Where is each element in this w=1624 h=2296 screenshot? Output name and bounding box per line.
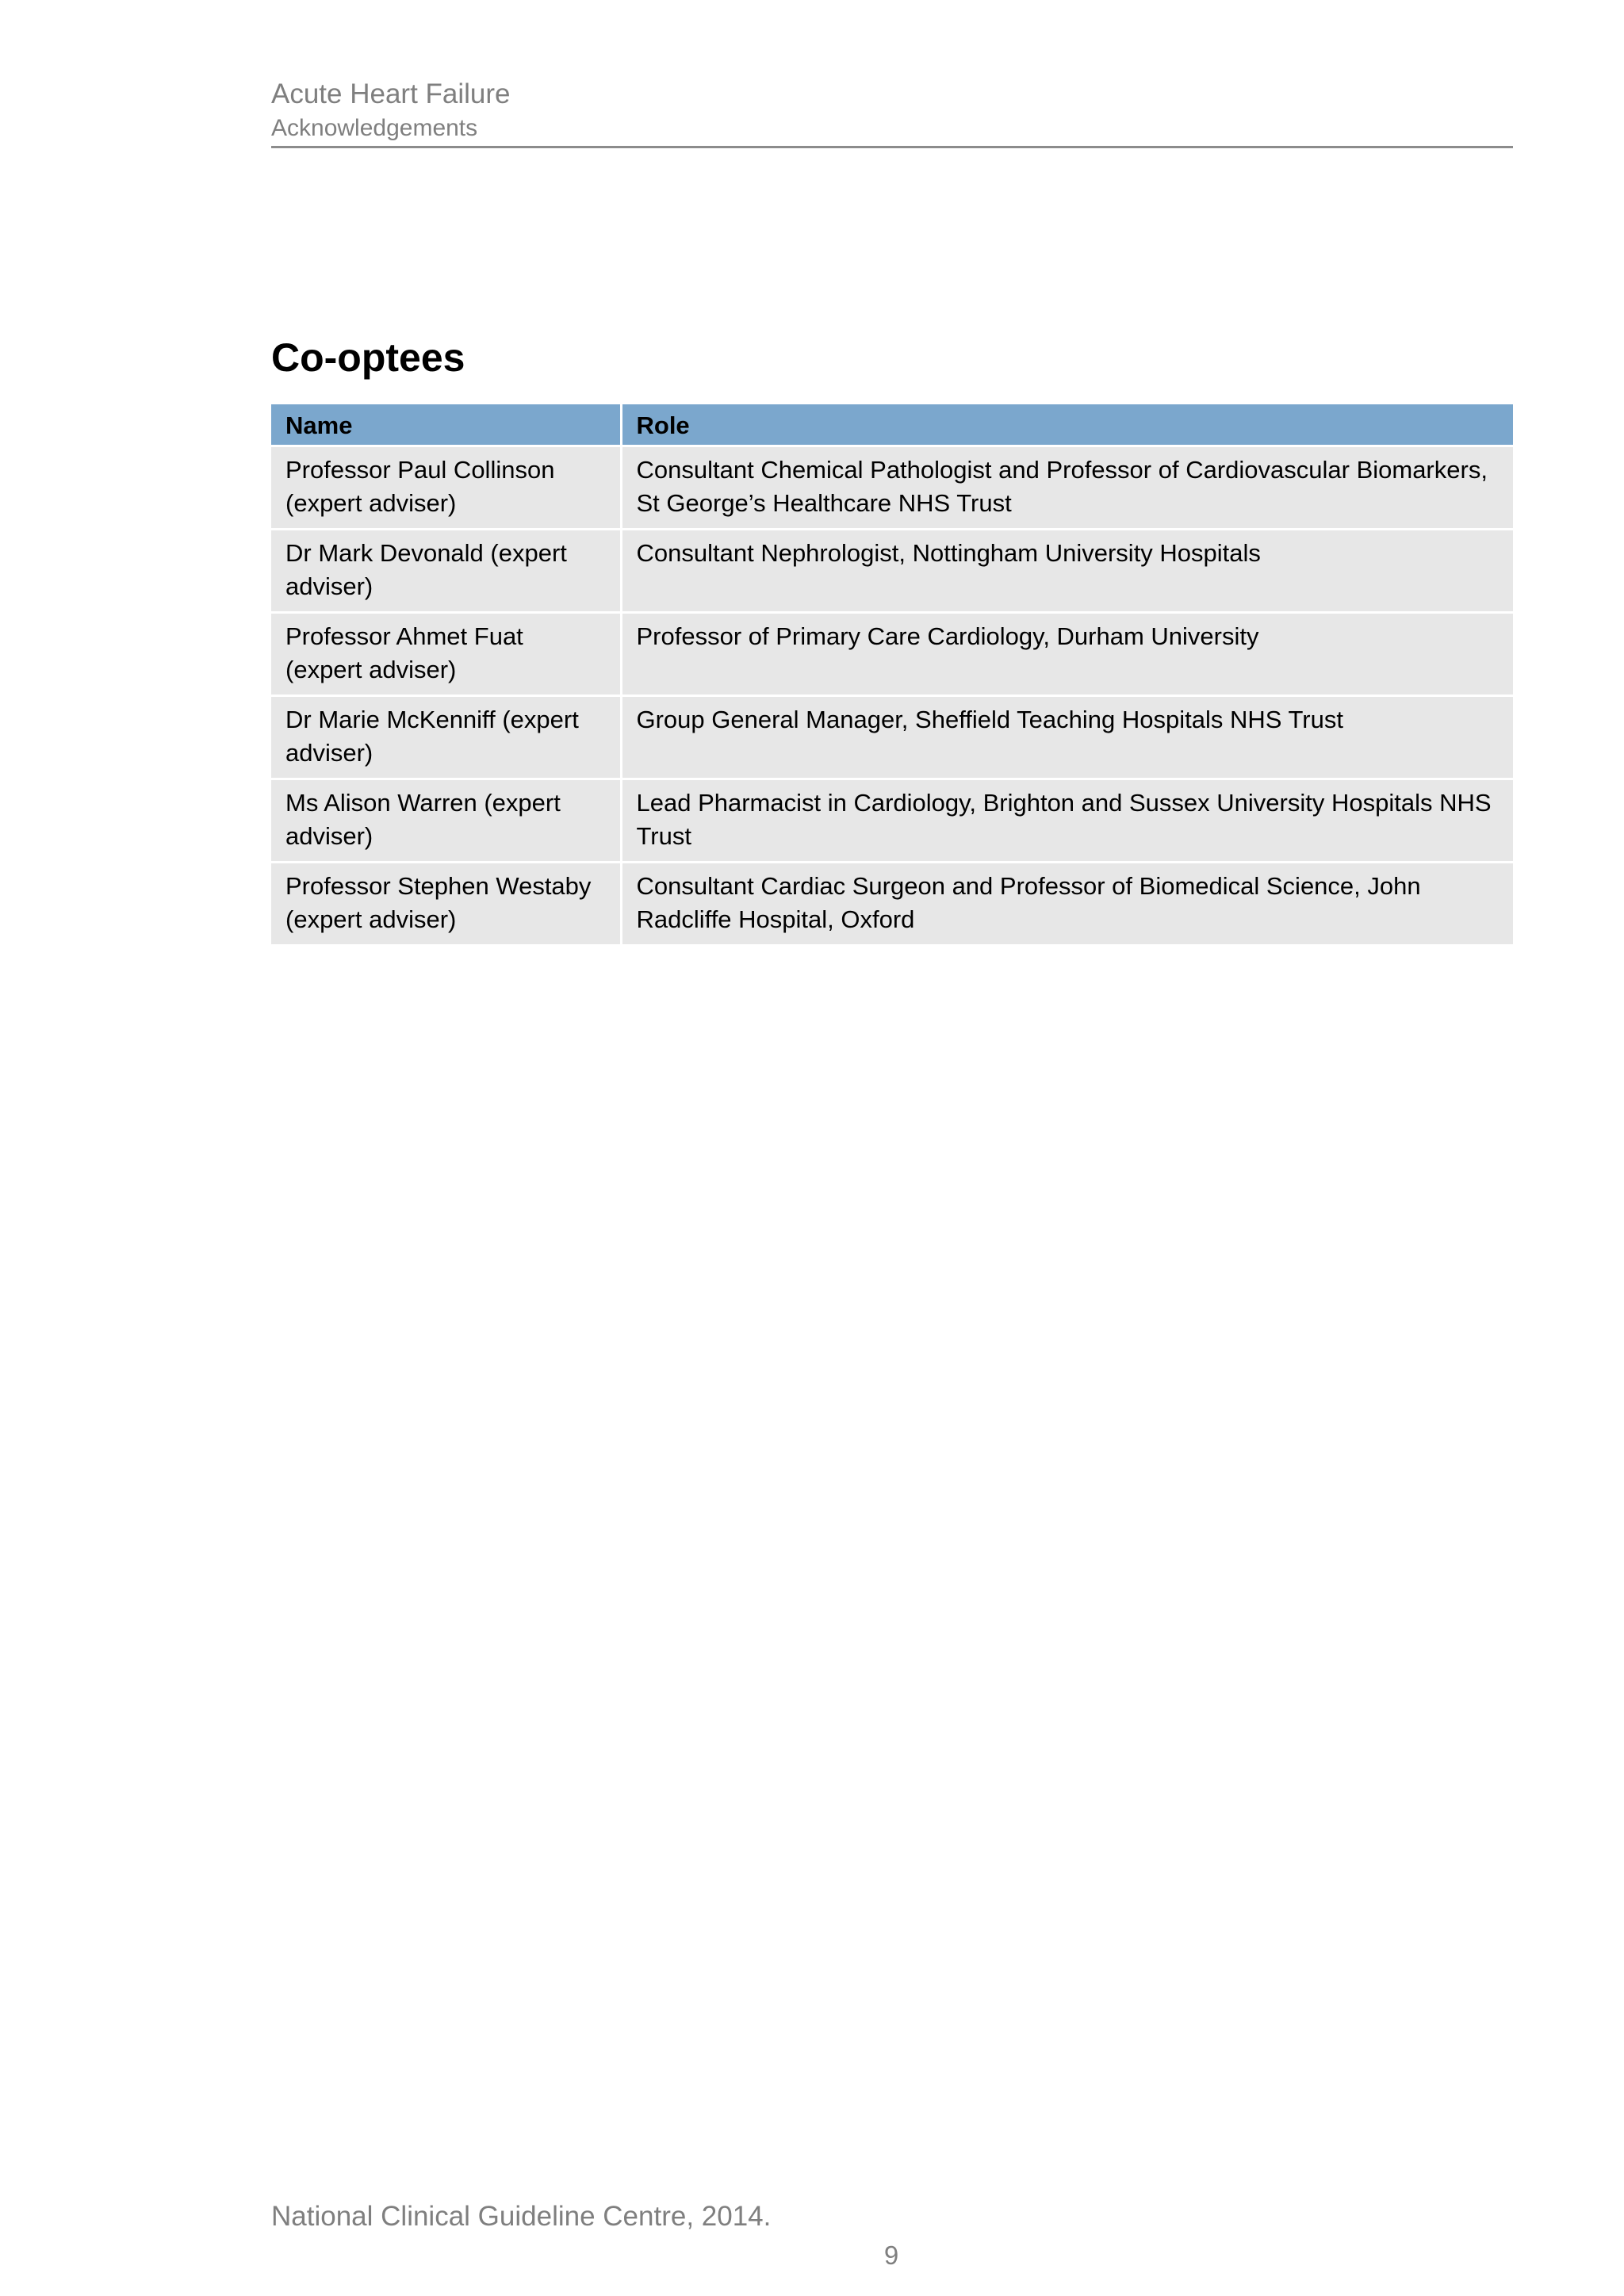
cell-role: Group General Manager, Sheffield Teaching Hospitals NHS Trust (621, 695, 1513, 779)
cell-name: Professor Ahmet Fuat (expert adviser) (271, 612, 621, 695)
section-name: Acknowledgements (271, 115, 478, 141)
table-header-row (271, 404, 1513, 446)
cell-role: Consultant Cardiac Surgeon and Professor of Biomedical Science, John Radcliffe Hospital, Oxford (621, 862, 1513, 944)
cell-role: Consultant Chemical Pathologist and Professor of Cardiovascular Biomarkers, St George’s Healthcare NHS Trust (621, 446, 1513, 529)
cooptees-table (271, 404, 1513, 944)
table-row (271, 529, 1513, 612)
column-header-role: Role (621, 404, 1513, 446)
table-row (271, 862, 1513, 944)
running-header (271, 76, 1513, 144)
section-heading: Co-optees (271, 335, 465, 380)
page-number: 9 (883, 2241, 899, 2270)
cell-role: Consultant Nephrologist, Nottingham University Hospitals (621, 529, 1513, 612)
column-header-name: Name (271, 404, 621, 446)
cell-name: Professor Stephen Westaby (expert adviser) (271, 862, 621, 944)
header-divider (271, 146, 1513, 148)
cell-role: Lead Pharmacist in Cardiology, Brighton and Sussex University Hospitals NHS Trust (621, 779, 1513, 862)
table-row (271, 779, 1513, 862)
table-row (271, 695, 1513, 779)
cell-role: Professor of Primary Care Cardiology, Durham University (621, 612, 1513, 695)
footer-credit: National Clinical Guideline Centre, 2014. (271, 2201, 772, 2232)
cell-name: Dr Mark Devonald (expert adviser) (271, 529, 621, 612)
table-row (271, 612, 1513, 695)
cell-name: Ms Alison Warren (expert adviser) (271, 779, 621, 862)
cell-name: Professor Paul Collinson (expert adviser) (271, 446, 621, 529)
document-title: Acute Heart Failure (271, 78, 511, 109)
table-row (271, 446, 1513, 529)
cell-name: Dr Marie McKenniff (expert adviser) (271, 695, 621, 779)
